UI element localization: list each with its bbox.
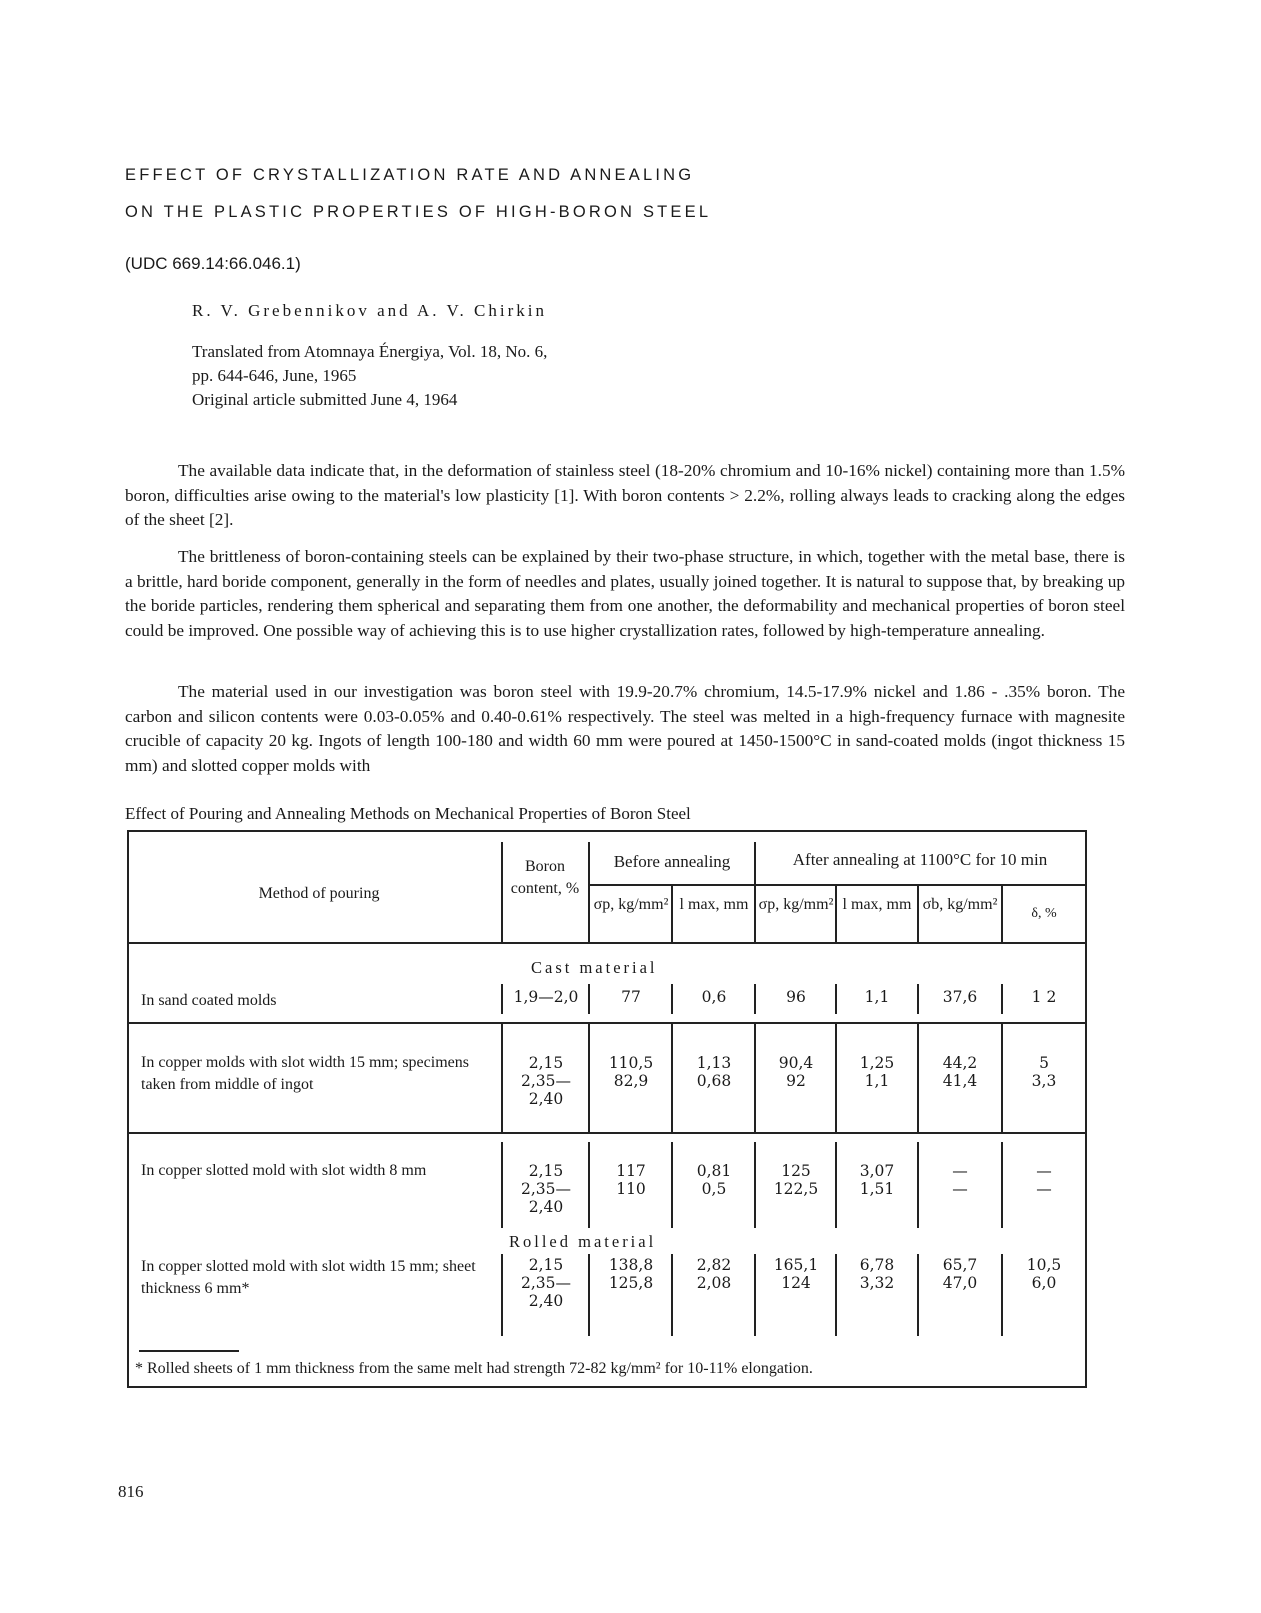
row-3-lmax-before: 0,81 0,5 — [696, 1162, 732, 1198]
section-cast: Cast material — [531, 958, 658, 977]
translation-line-2: pp. 644-646, June, 1965 — [192, 366, 357, 385]
table-rule — [835, 984, 837, 1014]
row-4-boron: 2,15 2,35— 2,40 — [520, 1256, 571, 1310]
table-rule — [835, 886, 837, 942]
row-3-sp-after: 125 122,5 — [773, 1162, 819, 1198]
table-rule — [1001, 1024, 1003, 1132]
paragraph-2-text: The brittleness of boron-containing steels can be explained by their two-phase structure, in which, together with the metal base, there is a brittle, hard boride component, generally in the form of needles and plates, usually joined together. It is natural to suppose that, by breaking up the boride particles, rendering them spherical and separating them from one another, the deformability and mechanical properties of boron steel could be improved. One possible way of achieving this is to use higher crystallization rates, followed by high-temperature annealing. — [125, 547, 1125, 640]
row-2-boron: 2,15 2,35— 2,40 — [520, 1054, 571, 1108]
row-3-method: In copper slotted mold with slot width 8 mm — [141, 1162, 427, 1179]
row-4-sp-before: 138,8 125,8 — [608, 1256, 654, 1292]
table-rule — [129, 1132, 1085, 1134]
translation-info — [192, 340, 547, 412]
udc-code: (UDC 669.14:66.046.1) — [125, 254, 301, 273]
row-2-sigma-b: 44,2 41,4 — [942, 1054, 978, 1090]
translation-line-3: Original article submitted June 4, 1964 — [192, 390, 458, 409]
row-2-sp-before: 110,5 82,9 — [608, 1054, 654, 1090]
header-delta: δ, % — [1031, 906, 1057, 921]
table-rule — [671, 1024, 673, 1132]
table-rule — [129, 942, 1085, 944]
table-rule — [588, 1142, 590, 1228]
row-1-sp-before: 77 — [621, 988, 641, 1006]
header-before-annealing: Before annealing — [613, 852, 731, 871]
row-2-lmax-after: 1,25 1,1 — [859, 1054, 895, 1090]
row-4-lmax-after: 6,78 3,32 — [859, 1256, 895, 1292]
table-rule — [139, 1350, 239, 1352]
table-caption: Effect of Pouring and Annealing Methods on Mechanical Properties of Boron Steel — [125, 804, 691, 823]
header-sigma-p-before: σp, kg/mm² — [593, 896, 669, 913]
row-1-sigma-b: 37,6 — [942, 988, 978, 1006]
table-rule — [501, 1254, 503, 1336]
table-rule — [917, 886, 919, 942]
row-2-lmax-before: 1,13 0,68 — [696, 1054, 732, 1090]
data-table — [127, 830, 1087, 1388]
table-footnote: * Rolled sheets of 1 mm thickness from the same melt had strength 72-82 kg/mm² for 10-11% elongation. — [135, 1360, 813, 1377]
table-rule — [835, 1254, 837, 1336]
row-1-boron: 1,9—2,0 — [513, 988, 579, 1006]
table-rule — [588, 1254, 590, 1336]
authors: R. V. Grebennikov and A. V. Chirkin — [192, 301, 547, 320]
table-rule — [588, 984, 590, 1014]
table-rule — [754, 842, 756, 942]
row-3-delta: — — — [1036, 1162, 1052, 1198]
title-line-2: ON THE PLASTIC PROPERTIES OF HIGH-BORON STEEL — [125, 203, 712, 221]
row-4-sigma-b: 65,7 47,0 — [942, 1256, 978, 1292]
table-rule — [754, 1024, 756, 1132]
header-lmax-after: l max, mm — [842, 896, 912, 913]
table-rule — [129, 1022, 1085, 1024]
table-rule — [588, 842, 590, 942]
table-rule — [917, 1254, 919, 1336]
table-rule — [589, 884, 1085, 886]
table-rule — [671, 1142, 673, 1228]
title-line-1: EFFECT OF CRYSTALLIZATION RATE AND ANNEALING — [125, 166, 695, 184]
row-1-delta: 1 2 — [1031, 988, 1057, 1006]
table-rule — [671, 1254, 673, 1336]
row-2-sp-after: 90,4 92 — [778, 1054, 814, 1090]
row-2-delta: 5 3,3 — [1031, 1054, 1057, 1090]
table-rule — [754, 984, 756, 1014]
header-lmax-before: l max, mm — [679, 896, 749, 913]
row-3-sigma-b: — — — [952, 1162, 968, 1198]
table-rule — [917, 984, 919, 1014]
page-number: 816 — [118, 1482, 144, 1501]
row-3-lmax-after: 3,07 1,51 — [859, 1162, 895, 1198]
table-rule — [754, 1254, 756, 1336]
paragraph-2 — [125, 545, 1125, 643]
table-rule — [671, 886, 673, 942]
paragraph-1 — [125, 459, 1125, 533]
translation-line-1: Translated from Atomnaya Énergiya, Vol. 18, No. 6, — [192, 342, 548, 361]
table-rule — [501, 984, 503, 1014]
table-rule — [917, 1142, 919, 1228]
table-rule — [754, 1142, 756, 1228]
table-rule — [501, 842, 503, 942]
table-rule — [1001, 984, 1003, 1014]
row-4-lmax-before: 2,82 2,08 — [696, 1256, 732, 1292]
header-after-annealing: After annealing at 1100°C for 10 min — [792, 850, 1048, 869]
section-rolled: Rolled material — [509, 1232, 657, 1251]
header-method: Method of pouring — [258, 885, 380, 902]
row-1-sp-after: 96 — [786, 988, 806, 1006]
row-1-lmax-after: 1,1 — [864, 988, 890, 1006]
table-rule — [588, 1024, 590, 1132]
table-rule — [501, 1024, 503, 1132]
paragraph-1-text: The available data indicate that, in the deformation of stainless steel (18-20% chromium and 10-16% nickel) containing more than 1.5% boron, difficulties arise owing to the material's low plasticity [1]. With boron contents > 2.2%, rolling always leads to cracking along the edges of the sheet [2]. — [125, 461, 1125, 529]
paragraph-3-text: The material used in our investigation was boron steel with 19.9-20.7% chromium, 14.5-17.9% nickel and 1.86 - .35% boron. The carbon and silicon contents were 0.03-0.05% and 0.40-0.61% respectively. The steel was melted in a high-frequency furnace with magnesite crucible of capacity 20 kg. Ingots of length 100-180 and width 60 mm were poured at 1450-1500°C in sand-coated molds (ingot thickness 15 mm) and slotted copper molds with — [125, 682, 1125, 775]
paragraph-3 — [125, 680, 1125, 778]
table-rule — [501, 1142, 503, 1228]
table-rule — [835, 1142, 837, 1228]
table-rule — [1001, 886, 1003, 942]
row-3-boron: 2,15 2,35— 2,40 — [520, 1162, 571, 1216]
header-sigma-b: σb, kg/mm² — [922, 896, 998, 913]
row-1-lmax-before: 0,6 — [701, 988, 727, 1006]
row-4-sp-after: 165,1 124 — [773, 1256, 819, 1292]
row-1-method: In sand coated molds — [141, 992, 277, 1009]
row-4-delta: 10,5 6,0 — [1026, 1256, 1062, 1292]
table-rule — [671, 984, 673, 1014]
header-sigma-p-after: σp, kg/mm² — [758, 896, 834, 913]
table-rule — [1001, 1254, 1003, 1336]
table-rule — [835, 1024, 837, 1132]
header-boron: Boron content, % — [510, 858, 580, 897]
table-rule — [917, 1024, 919, 1132]
row-4-method: In copper slotted mold with slot width 15 mm; sheet thickness 6 mm* — [141, 1258, 476, 1297]
table-rule — [1001, 1142, 1003, 1228]
row-2-method: In copper molds with slot width 15 mm; specimens taken from middle of ingot — [141, 1054, 469, 1093]
row-3-sp-before: 117 110 — [616, 1162, 646, 1198]
